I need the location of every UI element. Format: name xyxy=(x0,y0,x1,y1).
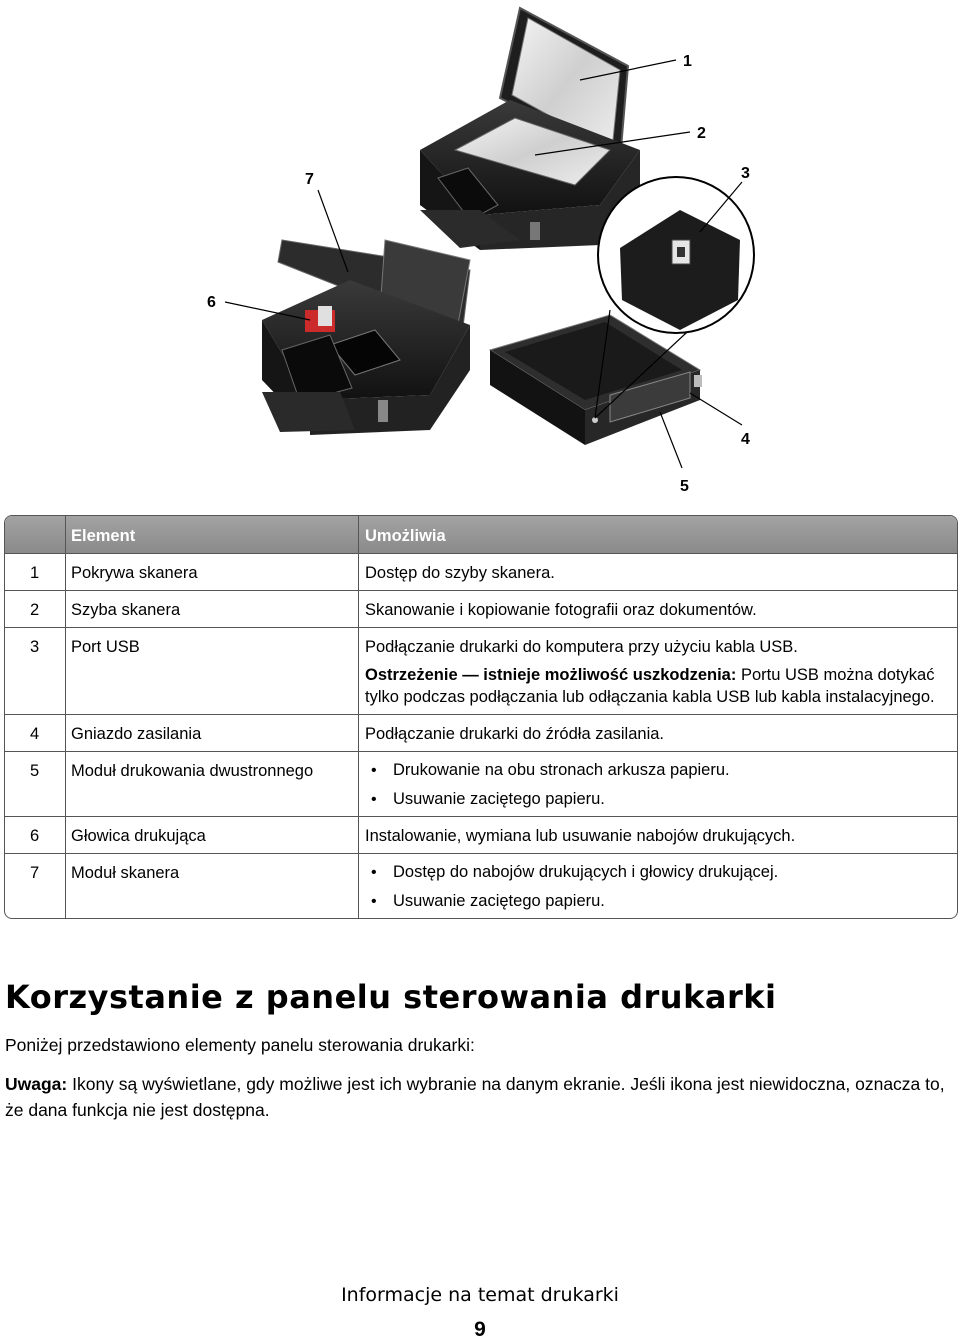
row-number: 3 xyxy=(30,638,40,656)
row-element: Moduł drukowania dwustronnego xyxy=(71,762,314,780)
row-element: Port USB xyxy=(71,638,140,656)
callout-3: 3 xyxy=(741,165,750,182)
list-item: • Usuwanie zaciętego papieru. xyxy=(365,887,951,916)
row-description: Instalowanie, wymiana lub usuwanie nabojów drukujących. xyxy=(365,827,796,845)
section-title: Korzystanie z panelu sterowania drukarki xyxy=(5,978,777,1016)
header-element: Element xyxy=(66,516,359,553)
list-item: • Dostęp do nabojów drukujących i głowicy drukującej. xyxy=(365,858,951,887)
printer-open-lid-view xyxy=(420,8,640,250)
warning-label: Ostrzeżenie — istnieje możliwość uszkodzenia: xyxy=(365,666,737,684)
callout-5: 5 xyxy=(680,478,689,495)
warning-text: Portu USB można dotykać tylko podczas podłączania lub odłączania kabla USB lub kabla instalacyjnego. xyxy=(365,666,935,706)
page-number: 9 xyxy=(474,1318,486,1341)
row-element: Głowica drukująca xyxy=(71,827,206,845)
callout-1: 1 xyxy=(683,53,692,70)
row-description: Skanowanie i kopiowanie fotografii oraz dokumentów. xyxy=(365,601,757,619)
list-item: • Drukowanie na obu stronach arkusza papieru. xyxy=(365,756,951,785)
table-row xyxy=(5,590,957,627)
row-description: Dostęp do szyby skanera. xyxy=(365,564,555,582)
note-label: Uwaga: xyxy=(5,1074,68,1094)
row-number: 7 xyxy=(30,864,40,882)
section-intro: Poniżej przedstawiono elementy panelu sterowania drukarki: xyxy=(5,1035,475,1055)
row-description: Podłączanie drukarki do źródła zasilania. xyxy=(365,725,664,743)
row-description: Podłączanie drukarki do komputera przy użyciu kabla USB. xyxy=(365,638,798,656)
callout-7: 7 xyxy=(305,171,314,188)
note-text: Ikony są wyświetlane, gdy możliwe jest ich wybranie na danym ekranie. Jeśli ikona jest niewidoczna, oznacza to, że dana funkcja nie jest dostępna. xyxy=(5,1074,945,1120)
row-number: 1 xyxy=(30,564,40,582)
printer-illustration xyxy=(0,0,960,505)
table-row xyxy=(5,627,957,714)
header-number xyxy=(5,516,66,553)
table-row xyxy=(5,714,957,751)
row-number: 5 xyxy=(30,762,40,780)
printer-scanner-raised-view xyxy=(262,240,470,435)
table-row xyxy=(5,751,957,816)
row-number: 6 xyxy=(30,827,40,845)
row-element: Moduł skanera xyxy=(71,864,180,882)
row-bullet-list xyxy=(365,858,951,916)
callout-4: 4 xyxy=(741,431,750,448)
table-header-row xyxy=(5,516,957,553)
row-number: 4 xyxy=(30,725,40,743)
row-element: Gniazdo zasilania xyxy=(71,725,202,743)
row-element: Szyba skanera xyxy=(71,601,181,619)
printer-parts-table xyxy=(4,515,958,919)
callout-6: 6 xyxy=(207,294,216,311)
table-row xyxy=(5,553,957,590)
header-enables: Umożliwia xyxy=(359,516,957,553)
row-number: 2 xyxy=(30,601,40,619)
printer-rear-view xyxy=(490,315,702,445)
row-element: Pokrywa skanera xyxy=(71,564,198,582)
callout-2: 2 xyxy=(697,125,706,142)
table-row xyxy=(5,816,957,853)
footer-chapter-title: Informacje na temat drukarki xyxy=(341,1284,619,1306)
list-item: • Usuwanie zaciętego papieru. xyxy=(365,785,951,814)
row-bullet-list xyxy=(365,756,951,814)
note-paragraph xyxy=(5,1071,957,1123)
table-row xyxy=(5,853,957,918)
usb-warning xyxy=(365,664,951,708)
